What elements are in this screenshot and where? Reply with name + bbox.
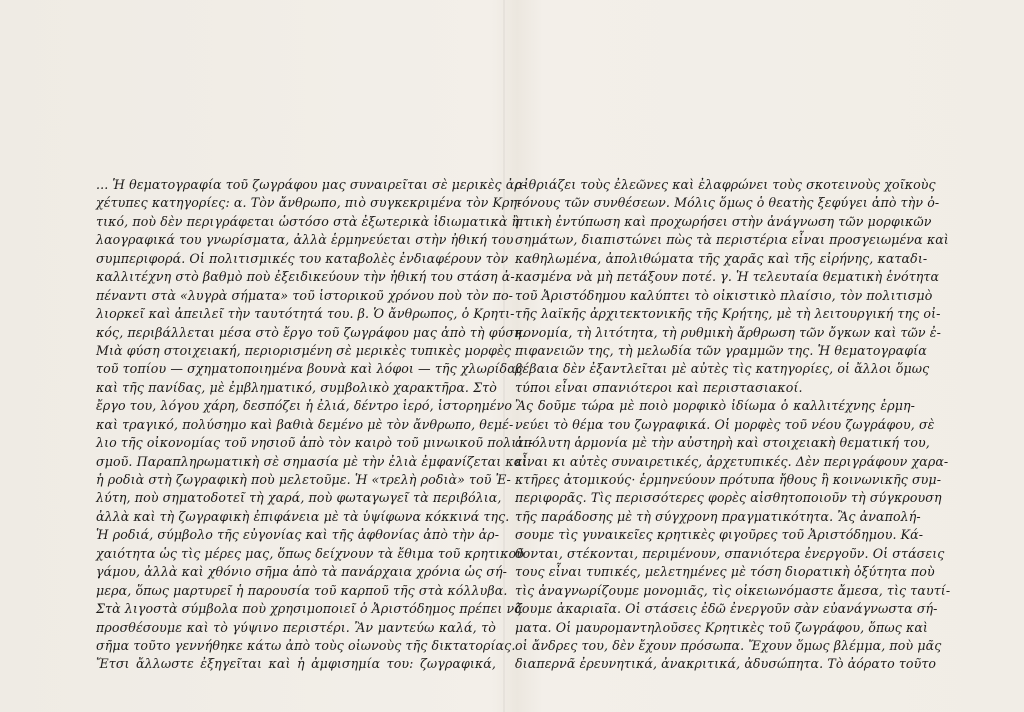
text-line: τους εἶναι τυπικές, μελετημένες μὲ τόση διορατικὴ ὀξύτητα ποὺ <box>515 564 935 580</box>
text-line: κός, περιβάλλεται μέσα στὸ ἔργο τοῦ ζωγράφου μας ἀπὸ τὴ φύση. <box>96 324 526 340</box>
text-line: αἰθριάζει τοὺς ἐλεῶνες καὶ ἐλαφρώνει τοὺς σκοτεινοὺς χοῖκοὺς <box>515 177 936 192</box>
text-line: διαπερνᾶ ἐρευνητικά, ἀνακριτικά, ἀδυσώπητα. Τὸ ἀόρατο τοῦτο <box>515 656 937 672</box>
text-line: σουμε τὶς γυναικεῖες κρητικὲς φιγοῦρες τοῦ Ἀριστόδημου. Κά- <box>515 527 924 543</box>
text-line: κονομία, τὴ λιτότητα, τὴ ρυθμικὴ ἄρθρωση τῶν ὄγκων καὶ τῶν ἐ- <box>515 324 941 340</box>
text-line: μερα, ὅπως μαρτυρεῖ ἡ παρουσία τοῦ καρποῦ τῆς στὰ κόλλυβα. <box>96 582 508 598</box>
text-line: ἀπόλυτη ἁρμονία μὲ τὴν αὐστηρὴ καὶ στοιχειακὴ θεματική του, <box>515 435 930 451</box>
text-line: καὶ τραγικό, πολύσημο καὶ βαθιὰ δεμένο μὲ τὸν ἄνθρωπο, θεμέ- <box>96 416 514 432</box>
text-line: σῆμα τοῦτο γεννήθηκε κάτω ἀπὸ τοὺς οἰωνοὺς τῆς δικτατορίας. <box>96 637 516 653</box>
text-line: τῆς παράδοσης μὲ τὴ σύγχρονη πραγματικότητα. Ἂς ἀναπολή- <box>515 508 921 524</box>
text-line: συμπεριφορά. Οἱ πολιτισμικές του καταβολὲς ἐνδιαφέρουν τὸν <box>96 250 509 266</box>
text-line: λιο τῆς οἰκονομίας τοῦ νησιοῦ ἀπὸ τὸν καιρὸ τοῦ μινωικοῦ πολιτι- <box>96 435 533 451</box>
text-line: Ἔτσι ἄλλωστε ἐξηγεῖται καὶ ἡ ἀμφισημία του: ζωγραφικά, <box>96 656 496 672</box>
text-line: θονται, στέκονται, περιμένουν, σπανιότερα ἐνεργοῦν. Οἱ στάσεις <box>515 545 945 561</box>
text-line: λιορκεῖ καὶ ἀπειλεῖ τὴν ταυτότητά του. β. Ὁ ἄνθρωπος, ὁ Κρητι- <box>96 306 515 322</box>
text-line: Μιὰ φύση στοιχειακή, περιορισμένη σὲ μερικὲς τυπικὲς μορφὲς <box>96 342 512 358</box>
text-line: νεύει τὸ θέμα του ζωγραφικά. Οἱ μορφὲς τοῦ νέου ζωγράφου, σὲ <box>515 416 935 432</box>
text-line: κασμένα νὰ μὴ πετάξουν ποτέ. γ. Ἡ τελευταία θεματικὴ ἑνότητα <box>515 269 940 285</box>
text-line: εἶναι κι αὐτὲς συναιρετικές, ἀρχετυπικές. Δὲν περιγράφουν χαρα- <box>515 453 949 469</box>
right-page-text <box>515 176 951 674</box>
text-line: σμοῦ. Παραπληρωματικὴ σὲ σημασία μὲ τὴν ἐλιὰ ἐμφανίζεται καὶ <box>96 453 528 469</box>
text-line: λύτη, ποὺ σηματοδοτεῖ τὴ χαρά, ποὺ φωταγωγεῖ τὰ περιβόλια, <box>96 490 502 506</box>
text-line: τοῦ τοπίου — σχηματοποιημένα βουνὰ καὶ λόφοι — τῆς χλωρίδας <box>96 361 523 377</box>
text-line: τὶς ἀναγνωρίζουμε μονομιᾶς, τὶς οἰκειωνόμαστε ἄμεσα, τὶς ταυτί- <box>515 582 951 598</box>
text-line: τικό, ποὺ δὲν περιγράφεται ὡστόσο στὰ ἐξωτερικὰ ἰδιωματικὰ ἢ <box>96 213 520 229</box>
text-line: πιφανειῶν της, τὴ μελωδία τῶν γραμμῶν της. Ἡ θεματογραφία <box>515 342 927 358</box>
text-line: πέναντι στὰ «λυγρὰ σήματα» τοῦ ἱστορικοῦ χρόνου ποὺ τὸν πο- <box>96 287 514 303</box>
text-line: καθηλωμένα, ἀπολιθώματα τῆς χαρᾶς καὶ τῆς εἰρήνης, καταδι- <box>515 250 928 266</box>
text-line: χέτυπες κατηγορίες: α. Τὸν ἄνθρωπο, πιὸ συγκεκριμένα τὸν Κρη- <box>96 195 522 211</box>
text-line: Ἂς δοῦμε τώρα μὲ ποιὸ μορφικὸ ἰδίωμα ὁ καλλιτέχνης ἑρμη- <box>515 398 915 414</box>
text-line: τῆς λαϊκῆς ἀρχιτεκτονικῆς τῆς Κρήτης, μὲ τὴ λειτουργική της οἰ- <box>515 306 941 322</box>
text-line: χαιότητα ὡς τὶς μέρες μας, ὅπως δείχνουν τὰ ἔθιμα τοῦ κρητικοῦ <box>96 545 524 561</box>
text-line: καλλιτέχνη στὸ βαθμὸ ποὺ ἐξειδικεύουν τὴν ἠθική του στάση ἀ- <box>96 269 515 285</box>
left-page-text <box>96 176 533 674</box>
text-line: Στὰ λιγοστὰ σύμβολα ποὺ χρησιμοποιεῖ ὁ Ἀριστόδημος πρέπει νὰ <box>96 601 523 617</box>
text-line: ζουμε ἀκαριαῖα. Οἱ στάσεις ἐδῶ ἐνεργοῦν σὰν εὐανάγνωστα σή- <box>515 601 938 617</box>
text-line: ... Ἡ θεματογραφία τοῦ ζωγράφου μας συναιρεῖται σὲ μερικὲς ἀρ- <box>96 177 527 192</box>
text-line: τόνους τῶν συνθέσεων. Μόλις ὅμως ὁ θεατὴς ξεφύγει ἀπὸ τὴν ὀ- <box>515 195 940 211</box>
text-line: βέβαια δὲν ἐξαντλεῖται μὲ αὐτὲς τὶς κατηγορίες, οἱ ἄλλοι ὅμως <box>515 361 930 377</box>
text-line: σημάτων, διαπιστώνει πὼς τὰ περιστέρια εἶναι προσγειωμένα καὶ <box>515 232 949 248</box>
text-line: λαογραφικά του γνωρίσματα, ἀλλὰ ἑρμηνεύεται στὴν ἠθική του <box>96 232 514 248</box>
text-line: ἔργο του, λόγου χάρη, δεσπόζει ἡ ἐλιά, δέντρο ἱερό, ἱστορημένο <box>96 398 513 414</box>
text-line: ἀλλὰ καὶ τὴ ζωγραφικὴ ἐπιφάνεια μὲ τὰ ὑψίφωνα κόκκινά της. <box>96 508 510 524</box>
text-line: τοῦ Ἀριστόδημου καλύπτει τὸ οἰκιστικὸ πλαίσιο, τὸν πολιτισμὸ <box>515 287 933 303</box>
text-line: Ἡ ροδιά, σύμβολο τῆς εὐγονίας καὶ τῆς ἀφθονίας ἀπὸ τὴν ἀρ- <box>96 527 500 543</box>
text-line: ματα. Οἱ μαυρομαντηλοῦσες Κρητικὲς τοῦ ζωγράφου, ὅπως καὶ <box>515 619 928 635</box>
text-line: γάμου, ἀλλὰ καὶ χθόνιο σῆμα ἀπὸ τὰ πανάρχαια χρόνια ὡς σή- <box>96 564 507 580</box>
text-line: περιφορᾶς. Τὶς περισσότερες φορὲς αἰσθητοποιοῦν τὴ σύγκρουση <box>515 490 942 506</box>
text-line: καὶ τῆς πανίδας, μὲ ἐμβληματικό, συμβολικὸ χαρακτῆρα. Στὸ <box>96 379 497 395</box>
text-line: τύποι εἶναι σπανιότεροι καὶ περιστασιακοί. <box>515 379 803 395</box>
text-line: πτικὴ ἐντύπωση καὶ προχωρήσει στὴν ἀνάγνωση τῶν μορφικῶν <box>515 213 932 229</box>
text-line: ἡ ροδιὰ στὴ ζωγραφικὴ ποὺ μελετοῦμε. Ἡ «τρελὴ ροδιὰ» τοῦ Ἐ- <box>96 472 511 487</box>
text-line: κτῆρες ἀτομικούς· ἑρμηνεύουν πρότυπα ἤθους ἢ κοινωνικῆς συμ- <box>515 472 942 487</box>
text-line: προσθέσουμε καὶ τὸ γύψινο περιστέρι. Ἂν μαντεύω καλά, τὸ <box>96 619 496 635</box>
text-line: οἱ ἄνδρες του, δὲν ἔχουν πρόσωπα. Ἔχουν ὅμως βλέμμα, ποὺ μᾶς <box>515 637 942 653</box>
